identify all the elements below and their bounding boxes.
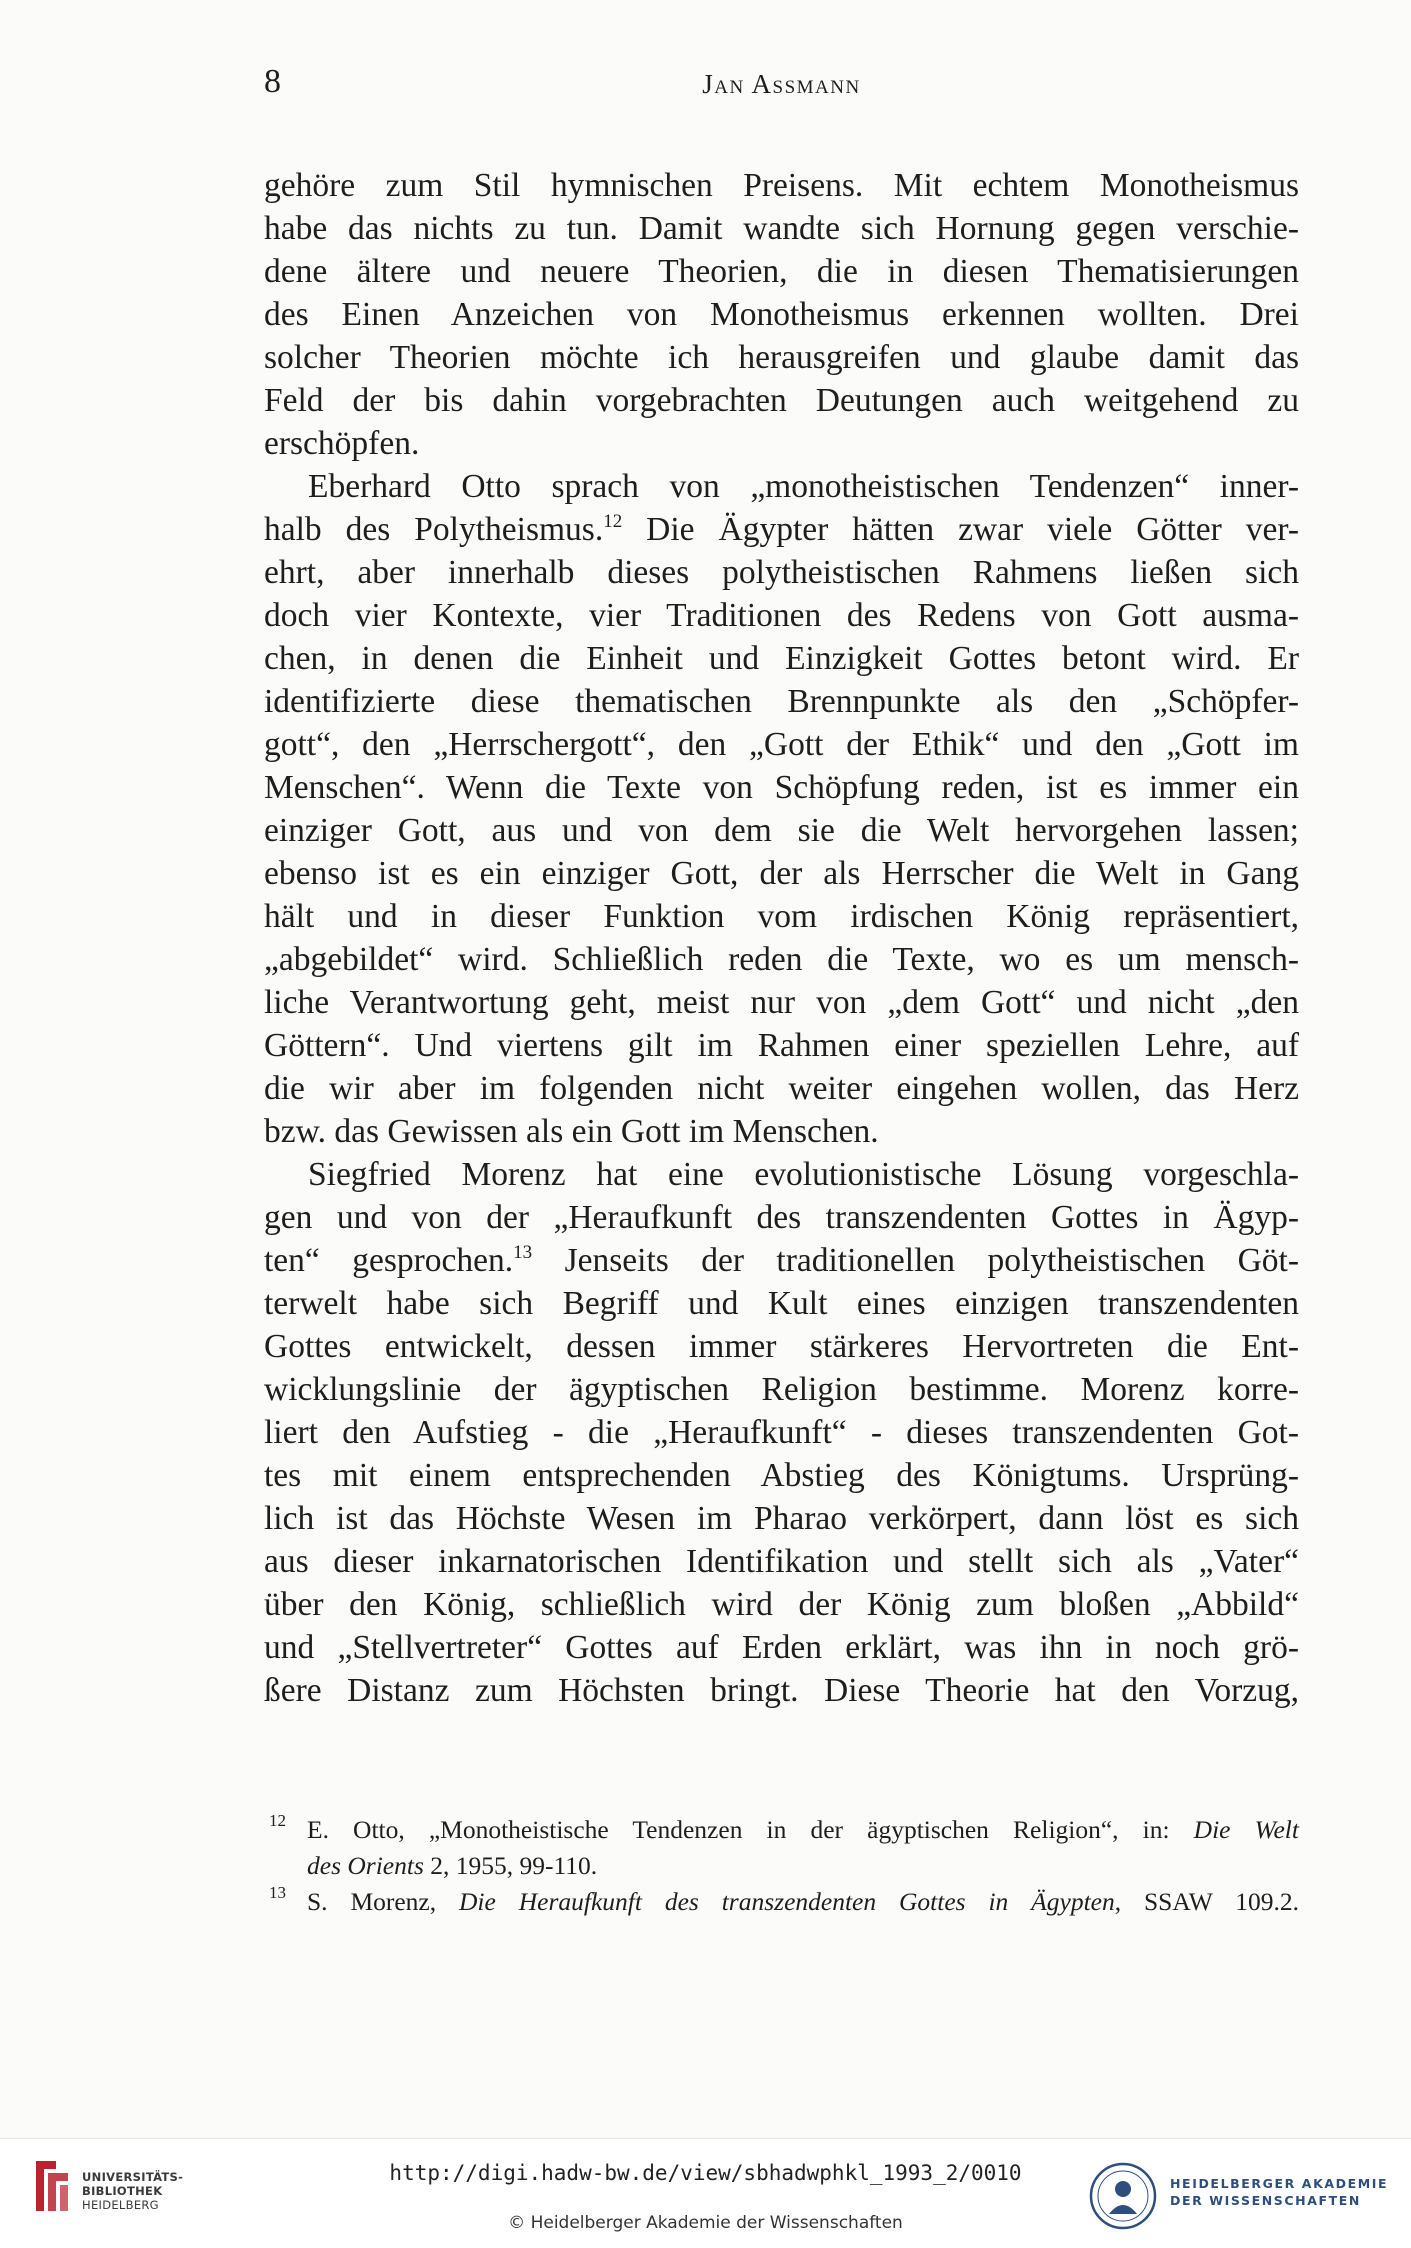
footnote-13 <box>264 1884 1299 1920</box>
library-name-line: HEIDELBERG <box>82 2198 159 2212</box>
footnote-number: 12 <box>269 1811 286 1830</box>
text-line: liert den Aufstieg - die „Heraufkunft“ - dieses transzendenten Got- <box>264 1414 1299 1451</box>
text-line: gott“, den „Herrschergott“, den „Gott der Ethik“ und den „Gott im <box>264 726 1299 763</box>
academy-name-line: HEIDELBERGER AKADEMIE <box>1170 2176 1389 2191</box>
text-line: hält und in dieser Funktion vom irdischen König repräsentiert, <box>264 898 1299 935</box>
text-line: ehrt, aber innerhalb dieses polytheistischen Rahmens ließen sich <box>264 554 1299 591</box>
text-line: wicklungslinie der ägyptischen Religion bestimme. Morenz korre- <box>264 1371 1299 1408</box>
text-line: identifizierte diese thematischen Brennpunkte als den „Schöpfer- <box>264 683 1299 720</box>
text-line: Siegfried Morenz hat eine evolutionistische Lösung vorgeschla- <box>308 1156 1299 1193</box>
page-number: 8 <box>264 63 281 100</box>
text-line: und „Stellvertreter“ Gottes auf Erden erklärt, was ihn in noch grö- <box>264 1629 1299 1666</box>
footnotes <box>264 1812 1299 1920</box>
copyright-notice: © Heidelberger Akademie der Wissenschaften <box>508 2213 903 2233</box>
text-line: ebenso ist es ein einziger Gott, der als Herrscher die Welt in Gang <box>264 855 1299 892</box>
footnote-journal-title: Die Welt <box>1193 1815 1299 1844</box>
text-line: bzw. das Gewissen als ein Gott im Menschen. <box>264 1113 879 1150</box>
text-line: solcher Theorien möchte ich herausgreifen und glaube damit das <box>264 339 1299 376</box>
footnote-text-segment: , SSAW 109.2. <box>1114 1887 1299 1916</box>
text-line: Gottes entwickelt, dessen immer stärkeres Hervortreten die Ent- <box>264 1328 1299 1365</box>
text-segment: Jenseits der traditionellen polytheistischen Göt- <box>532 1242 1299 1279</box>
hadw-seal-icon[interactable] <box>1089 2162 1157 2230</box>
text-line <box>264 508 1299 551</box>
text-line: aus dieser inkarnatorischen Identifikation und stellt sich als „Vater“ <box>264 1543 1299 1580</box>
text-line: ßere Distanz zum Höchsten bringt. Diese Theorie hat den Vorzug, <box>264 1672 1299 1709</box>
text-line <box>264 1239 1299 1282</box>
text-segment: Die Ägypter hätten zwar viele Götter ver- <box>622 511 1299 548</box>
footnote-text-segment: S. Morenz, <box>307 1887 460 1916</box>
text-line: chen, in denen die Einheit und Einzigkeit Gottes betont wird. Er <box>264 640 1299 677</box>
text-line: habe das nichts zu tun. Damit wandte sich Hornung gegen verschie- <box>264 210 1299 247</box>
text-line: über den König, schließlich wird der König zum bloßen „Abbild“ <box>264 1586 1299 1623</box>
footnote-text <box>307 1884 1299 1920</box>
library-name-line: UNIVERSITÄTS- <box>82 2170 184 2184</box>
running-head <box>264 60 1299 104</box>
text-line: Feld der bis dahin vorgebrachten Deutungen auch weitgehend zu <box>264 382 1299 419</box>
footnote-book-title: Die Heraufkunft des transzendenten Gottes in Ägypten <box>459 1887 1115 1916</box>
text-line: gen und von der „Heraufkunft des transzendenten Gottes in Ägyp- <box>264 1199 1299 1236</box>
text-line: des Einen Anzeichen von Monotheismus erkennen wollten. Drei <box>264 296 1299 333</box>
footnote-ref-13[interactable]: 13 <box>513 1242 533 1263</box>
text-segment: ten“ gesprochen. <box>264 1242 514 1279</box>
text-line: tes mit einem entsprechenden Abstieg des Königtums. Ursprüng- <box>264 1457 1299 1494</box>
permalink-url[interactable]: http://digi.hadw-bw.de/view/sbhadwphkl_1993_2/0010 <box>389 2161 1022 2185</box>
text-line: doch vier Kontexte, vier Traditionen des Redens von Gott ausma- <box>264 597 1299 634</box>
text-line: erschöpfen. <box>264 425 420 462</box>
text-line: Göttern“. Und viertens gilt im Rahmen einer speziellen Lehre, auf <box>264 1027 1299 1064</box>
footnote-text-segment: E. Otto, „Monotheistische Tendenzen in der ägyptischen Religion“, in: <box>307 1815 1194 1844</box>
footnote-ref-12[interactable]: 12 <box>603 511 623 532</box>
text-line: gehöre zum Stil hymnischen Preisens. Mit echtem Monotheismus <box>264 167 1299 204</box>
text-line: dene ältere und neuere Theorien, die in diesen Thematisierungen <box>264 253 1299 290</box>
footnote-12 <box>264 1812 1299 1848</box>
footnote-journal-title: des Orients <box>307 1851 424 1880</box>
text-line: Menschen“. Wenn die Texte von Schöpfung reden, ist es immer ein <box>264 769 1299 806</box>
footnote-12-continued <box>264 1848 1299 1884</box>
footnote-text <box>307 1848 1299 1884</box>
library-name-line: BIBLIOTHEK <box>82 2184 163 2198</box>
text-line: Eberhard Otto sprach von „monotheistischen Tendenzen“ inner- <box>308 468 1299 505</box>
academy-name <box>1170 2175 1388 2209</box>
text-segment: halb des Polytheismus. <box>264 511 604 548</box>
footnote-text <box>307 1812 1299 1848</box>
main-text <box>264 164 1299 1712</box>
footnote-text-segment: 2, 1955, 99-110. <box>423 1851 598 1880</box>
text-line: lich ist das Höchste Wesen im Pharao verkörpert, dann löst es sich <box>264 1500 1299 1537</box>
academy-name-line: DER WISSENSCHAFTEN <box>1170 2193 1361 2208</box>
footnote-number: 13 <box>269 1883 286 1902</box>
text-line: liche Verantwortung geht, meist nur von „dem Gott“ und nicht „den <box>264 984 1299 1021</box>
text-line: „abgebildet“ wird. Schließlich reden die Texte, wo es um mensch- <box>264 941 1299 978</box>
text-line: terwelt habe sich Begriff und Kult eines einzigen transzendenten <box>264 1285 1299 1322</box>
text-line: einziger Gott, aus und von dem sie die Welt hervorgehen lassen; <box>264 812 1299 849</box>
digitization-footer <box>0 2138 1411 2248</box>
running-title-author: Jan Assmann <box>702 69 861 99</box>
text-line: die wir aber im folgenden nicht weiter eingehen wollen, das Herz <box>264 1070 1299 1107</box>
